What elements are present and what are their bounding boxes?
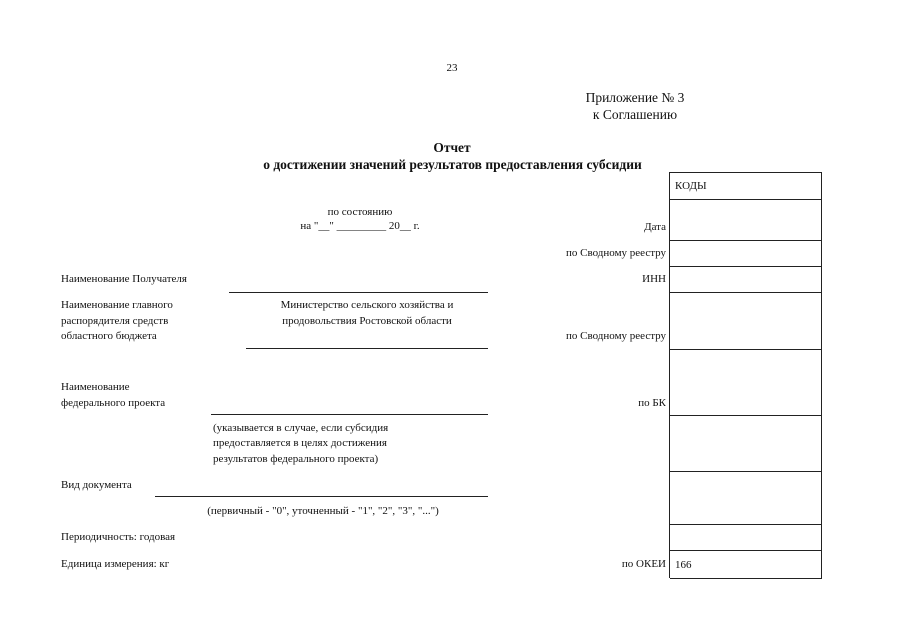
doc-type-line bbox=[155, 496, 488, 497]
doc-type-label: Вид документа bbox=[61, 479, 132, 491]
project-line bbox=[211, 414, 488, 415]
periodicity: Периодичность: годовая bbox=[61, 531, 176, 543]
report-subtitle: о достижении значений результатов предоставления субсидии bbox=[263, 157, 642, 172]
codes-cell-inn bbox=[670, 267, 822, 293]
codes-cell-bk bbox=[670, 350, 822, 416]
appendix-line-1: Приложение № 3 bbox=[585, 90, 685, 105]
manager-label-1: Наименование главного bbox=[61, 299, 173, 311]
code-label-okei: по ОКЕИ bbox=[621, 558, 666, 570]
manager-value-2: продовольствия Ростовской области bbox=[282, 315, 452, 327]
appendix-line-2: к Соглашению bbox=[592, 107, 678, 122]
code-label-inn: ИНН bbox=[642, 273, 666, 285]
code-label-registry-1: по Сводному реестру bbox=[566, 247, 666, 259]
manager-label-3: областного бюджета bbox=[61, 330, 157, 342]
doc-type-note: (первичный - "0", уточненный - "1", "2", "3", "...") bbox=[207, 505, 439, 517]
report-title: Отчет bbox=[433, 140, 471, 155]
as-of-label: по состоянию bbox=[327, 206, 393, 218]
codes-cell-okei: 166 bbox=[670, 551, 822, 579]
manager-label-2: распорядителя средств bbox=[61, 315, 169, 327]
manager-value-1: Министерство сельского хозяйства и bbox=[280, 299, 454, 311]
project-note-2: предоставляется в целях достижения bbox=[213, 437, 387, 449]
page-number: 23 bbox=[446, 62, 458, 74]
codes-cell-date bbox=[670, 200, 822, 241]
recipient-label: Наименование Получателя bbox=[61, 273, 187, 285]
code-label-bk: по БК bbox=[638, 397, 666, 409]
codes-header: КОДЫ bbox=[670, 173, 822, 200]
codes-cell-registry-1 bbox=[670, 241, 822, 267]
codes-cell-blank-2 bbox=[670, 472, 822, 525]
codes-cell-registry-2 bbox=[670, 293, 822, 350]
code-label-date: Дата bbox=[644, 221, 666, 233]
project-note-3: результатов федерального проекта) bbox=[213, 453, 379, 465]
code-label-registry-2: по Сводному реестру bbox=[566, 330, 666, 342]
project-note-1: (указывается в случае, если субсидия bbox=[213, 422, 389, 434]
unit-of-measure: Единица измерения: кг bbox=[61, 558, 170, 570]
project-label-2: федерального проекта bbox=[61, 397, 166, 409]
codes-cell-blank-1 bbox=[670, 416, 822, 472]
as-of-date: на "__" _________ 20__ г. bbox=[300, 220, 420, 232]
codes-cell-blank-3 bbox=[670, 525, 822, 551]
codes-table bbox=[669, 172, 822, 578]
recipient-line bbox=[229, 292, 488, 293]
manager-line bbox=[246, 348, 488, 349]
project-label-1: Наименование bbox=[61, 381, 130, 393]
